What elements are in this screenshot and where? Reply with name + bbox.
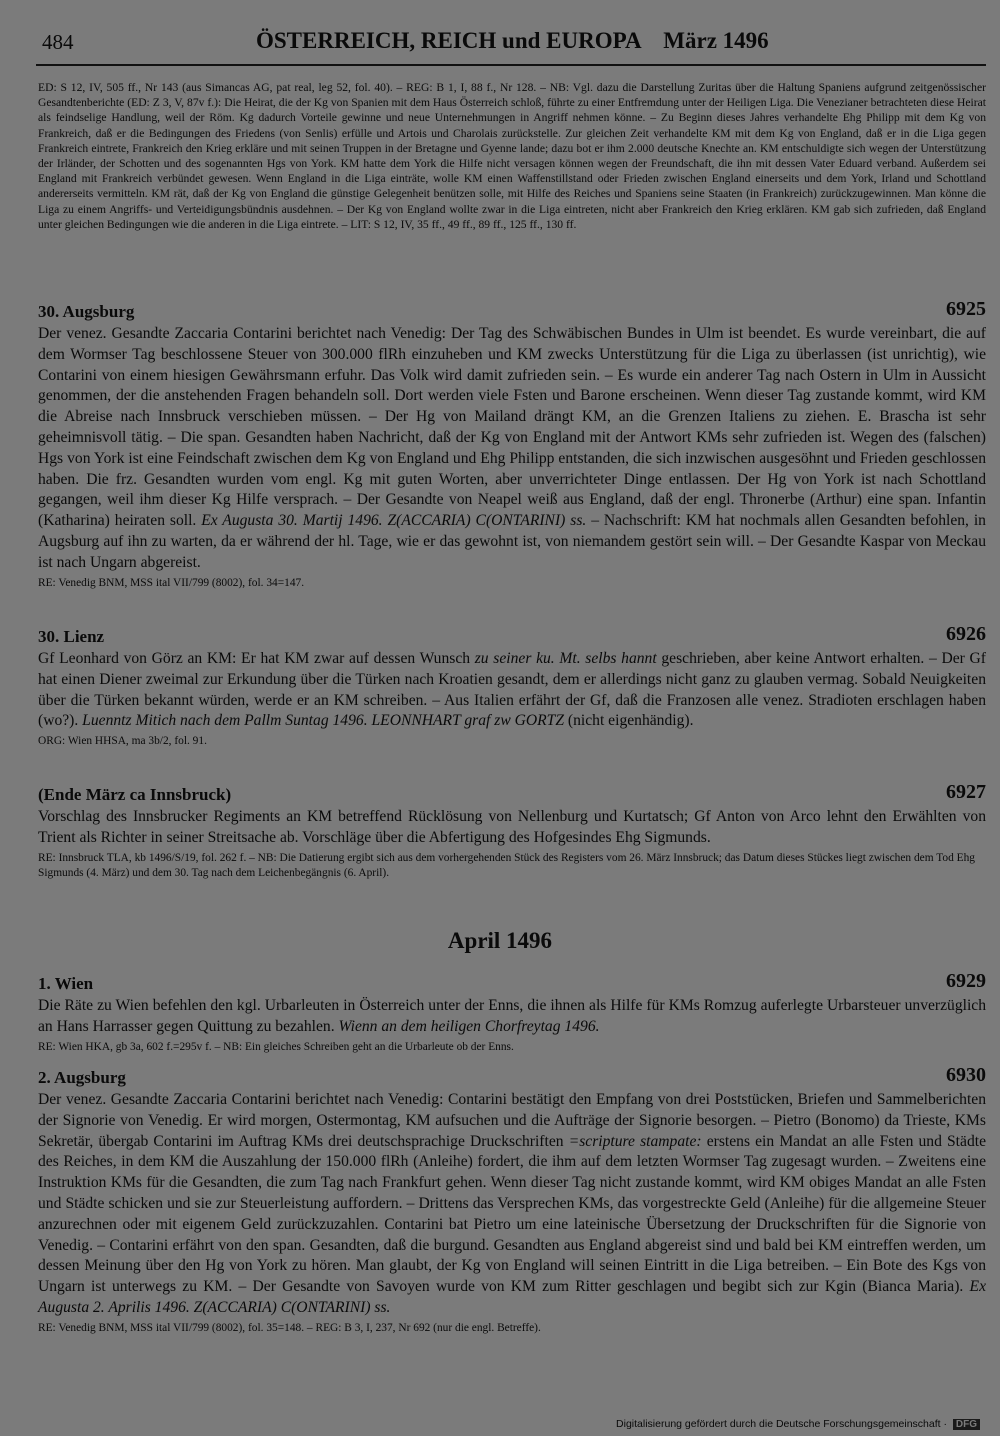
entry-heading [38,623,986,649]
entry-note: RE: Innsbruck TLA, kb 1496/S/19, fol. 262 f. – NB: Die Datierung ergibt sich aus dem vorhergehenden Stück des Registers vom 26. März Innsbruck; das Datum dieses Stückes liegt zwischen dem Tod Ehg Sigmunds (4. März) und dem 30. Tag nach dem Leichenbegängnis (6. April). [38,851,975,879]
entry-6929 [38,970,986,1055]
top-note: ED: S 12, IV, 505 ff., Nr 143 (aus Simancas AG, pat real, leg 52, fol. 40). – REG: B 1, I, 88 f., Nr 128. – NB: Vgl. dazu die Darstellung Zuritas über die Haltung Spaniens aufgrund zeitgenössischer Gesandtenberichte (ED: Z 3, V, 87v f.): Die Heirat, die der Kg von Spanien mit dem Haus Österreich schloß, führte zu einer Entfremdung unter der Heiligen Liga. Die Venezianer betrachteten diese Heirat als feindselige Handlung, weil der Röm. Kg dadurch Vorteile gewinne und neue Unternehmungen in Angriff nehmen könne. – Zu Beginn dieses Jahres verhandelte Ehg Philipp mit dem Kg von Frankreich, daß er die Bedingungen des Friedens (von Senlis) erfülle und Artois und Charolais zurückstelle. Zur gleichen Zeit verhandelte KM mit dem Kg von England, daß er in die Liga gegen Frankreich eintrete, Frankreich den Krieg erkläre und mit seinen Truppen in der Bretagne und Gyenne lande; dazu bot er ihm 2.000 deutsche Knechte an. KM entschuldigte sich wegen der Unterstützung der Irländer, der Schotten und des sogenannten Hgs von York. KM hatte dem York die Hilfe nicht versagen können wegen der Freundschaft, die ihn mit dessen Vater Eduard verband. Außerdem sei England mit Frankreich verbündet gewesen. Wenn England in die Liga einträte, wolle KM einen Waffenstillstand oder Frieden zwischen England einerseits und dem York, Irland und Schottland andererseits vermitteln. KM rät, daß der Kg von England die günstige Gelegenheit benützen solle, mit Hilfe des Reiches und Spaniens seine Staaten (in Frankreich) zurückzugewinnen. Man könne die Liga zu einem Angriffs- und Verteidigungsbündnis ausdehnen. – Der Kg von England wollte zwar in die Liga eintreten, nicht aber Frankreich den Krieg erklären. KM gab sich zufrieden, daß England unter gleichen Bedingungen wie die anderen in die Liga eintrete. – LIT: S 12, IV, 35 ff., 49 ff., 89 ff., 125 ff., 130 ff. [38,81,986,231]
page-number: 484 [42,30,74,54]
entry-place: 30. Lienz [38,627,105,646]
entry-number: 6930 [946,1064,986,1086]
header-rule [36,64,986,66]
entry-6926 [38,623,986,749]
entry-6927 [38,781,986,881]
entry-text: Vorschlag des Innsbrucker Regiments an KM betreffend Rücklösung von Nellenburg und Kurtatsch; Gf Anton von Arco lehnt den Erwählten von Trient als Richter in seiner Streitsache ab. Vorschläge über die Abfertigung des Hofgesindes Ehg Sigmunds. [38,808,986,846]
entry-note: RE: Venedig BNM, MSS ital VII/799 (8002), fol. 35=148. – REG: B 3, I, 237, Nr 692 (nur die engl. Betreffe). [38,1321,541,1334]
text-italic: Ex Augusta 2. Aprilis 1496. Z(ACCARIA) C(ONTARINI) ss. [38,1278,986,1316]
text-italic: Wienn an dem heiligen Chorfreytag 1496. [338,1017,600,1035]
dfg-logo: DFG [953,1419,980,1430]
text-italic: zu seiner ku. Mt. selbs hannt [474,650,657,667]
entry-place: 2. Augsburg [38,1068,126,1087]
text-italic: =scripture stampate: [568,1132,702,1150]
entry-6925 [38,298,986,591]
text-part: (nicht eigenhändig). [564,712,694,730]
entry-text [38,324,986,574]
running-title: ÖSTERREICH, REICH und EUROPA März 1496 [256,28,769,53]
entry-text [38,996,986,1038]
text-italic: Luenntz Mitich nach dem Pallm Suntag 1496. LEONNHART graf zw GORTZ [82,712,565,730]
entry-heading [38,298,986,324]
footer-text: Digitalisierung gefördert durch die Deutsche Forschungsgemeinschaft · [616,1418,947,1430]
text-part: Der venez. Gesandte Zaccaria Contarini berichtet nach Venedig: Der Tag des Schwäbischen Bundes in Ulm ist beendet. Es wurde vereinbart, die auf dem Wormser Tag beschlossene Steuer von 300.000 flRh einzuheben und KM zwecks Unterstützung für die Liga zu überlassen (ist unrichtig), wie Contarini von einem hiesigen Gewährsmann erfuhr. Das Volk wird damit zufrieden sein. – Es wurde ein anderer Tag nach Ostern in Ulm in Aussicht genommen, der die anstehenden Fragen behandeln soll. Dort werden viele Fsten und Barone erscheinen. Wenn dieser Tag zustande kommt, wird KM die Abreise nach Innsbruck verschieben müssen. – Der Hg von Mailand drängt KM, an die Grenzen Italiens zu ziehen. E. Brascha ist sehr geheimnisvoll tätig. – Die span. Gesandten haben Nachricht, daß der Kg von England mit der Antwort KMs sehr zufrieden ist. Wegen des (falschen) Hgs von York ist eine Feindschaft zwischen dem Kg von England und Ehg Philipp entstanden, die sich inzwischen ausgesöhnt und Frieden geschlossen haben. Die frz. Gesandten wurden vom engl. Kg mit guten Worten, aber unverrichteter Dinge entlassen. Der Hg von York ist nach Schottland gegangen, weil ihm dieser Kg Hilfe versprach. – Der Gesandte von Neapel weiß aus England, daß der engl. Thronerbe (Arthur) eine span. Infantin (Katharina) heiraten soll. [38,325,986,530]
text-italic: Ex Augusta 30. Martij 1496. Z(ACCARIA) C(ONTARINI) ss. [201,512,587,530]
text-part: Die Räte zu Wien befehlen den kgl. Urbarleuten in Österreich unter der Enns, die ihnen als Hilfe für KMs Romzug auferlegte Urbarsteuer unverzüglich an Hans Harrasser gegen Quittung zu bezahlen. [38,997,986,1035]
entry-heading [38,781,986,807]
text-part: Gf Leonhard von Görz an KM: Er hat KM zwar auf dessen Wunsch [38,650,475,667]
entry-number: 6926 [946,623,986,645]
text-part: – Nachschrift: KM hat nochmals allen Gesandten befohlen, in Augsburg auf ihn zu warten, da er während der hl. Tage, wie er das gewohnt ist, von niemandem gestört sein will. – Der Gesandte Kaspar von Meckau ist nach Ungarn abgereist. [38,512,986,571]
page-header [36,26,986,62]
entry-place: 30. Augsburg [38,302,135,321]
text-part: Der venez. Gesandte Zaccaria Contarini berichtet nach Venedig: Contarini bestätigt den Empfang von drei Poststücken, Briefen und Sammelberichten der Signorie von Venedig. Er wird morgen, Ostermontag, KM aufsuchen und die Aufträge der Signorie besorgen. – Pietro (Bonomo) da Trieste, KMs Sekretär, übergab Contarini im Auftrag KMs drei deutschsprachige Druckschriften [38,1091,986,1150]
entry-text [38,649,986,732]
entry-heading [38,970,986,996]
entry-place: (Ende März ca Innsbruck) [38,785,232,804]
entry-6930 [38,1064,986,1336]
entry-number: 6927 [946,781,986,803]
entry-note: ORG: Wien HHSA, ma 3b/2, fol. 91. [38,735,207,748]
month-heading: April 1496 [447,928,553,953]
text-part: erstens ein Mandat an alle Fsten und Städte des Reiches, in dem KM die Auszahlung der 150.000 flRh (Anleihe) fordert, die ihm auf dem letzten Wormser Tag zugesagt wurden. – Zweitens eine Instruktion KMs für die Gesandten, die zum Tag nach Frankfurt gehen. Wenn dieser Tag nicht zustande kommt, wird KM obiges Mandat an alle Fsten und Städte schicken und sie zur Steuerleistung auffordern. – Drittens das Versprechen KMs, das vorgestreckte Geld (Anleihe) für die allgemeine Steuer anzurechnen oder mit eigenem Geld zurückzuzahlen. Contarini bat Pietro um eine lateinische Übersetzung der Druckschriften für die Signorie von Venedig. – Contarini erfährt von den span. Gesandten, daß die burgund. Gesandten aus England abgereist sind und bald bei KM eintreffen werden, um dessen Meinung über den Hg von York zu hören. Man glaubt, der Kg von England will seinen Eintritt in die Liga betreiben. – Ein Bote des Kgs von Ungarn ist unterwegs zu KM. – Der Gesandte von Savoyen wurde von KM zum Ritter geschlagen und begibt sich zur Kgin (Bianca Maria). [38,1132,986,1296]
entry-number: 6929 [946,970,986,992]
entry-heading [38,1064,986,1090]
entry-text [38,1090,986,1319]
footer-credit [616,1418,980,1430]
entry-note: RE: Wien HKA, gb 3a, 602 f.=295v f. – NB: Ein gleiches Schreiben geht an die Urbarleute ob der Enns. [38,1040,514,1053]
entry-number: 6925 [946,298,986,320]
entry-place: 1. Wien [38,974,94,993]
text-part: geschrieben, aber keine Antwort erhalten. – Der Gf hat einen Diener zweimal zur Erkundung über die Türken nach Kroatien gesandt, dem er allerdings nicht ganz zu glauben vermag. Sobald Neuigkeiten über die Türken bekannt würden, werde er an KM schreiben. – Aus Italien erfährt der Gf, daß die Franzosen alle venez. Stradioten erschlagen haben (wo?). [38,650,986,730]
entry-note: RE: Venedig BNM, MSS ital VII/799 (8002), fol. 34=147. [38,576,305,589]
